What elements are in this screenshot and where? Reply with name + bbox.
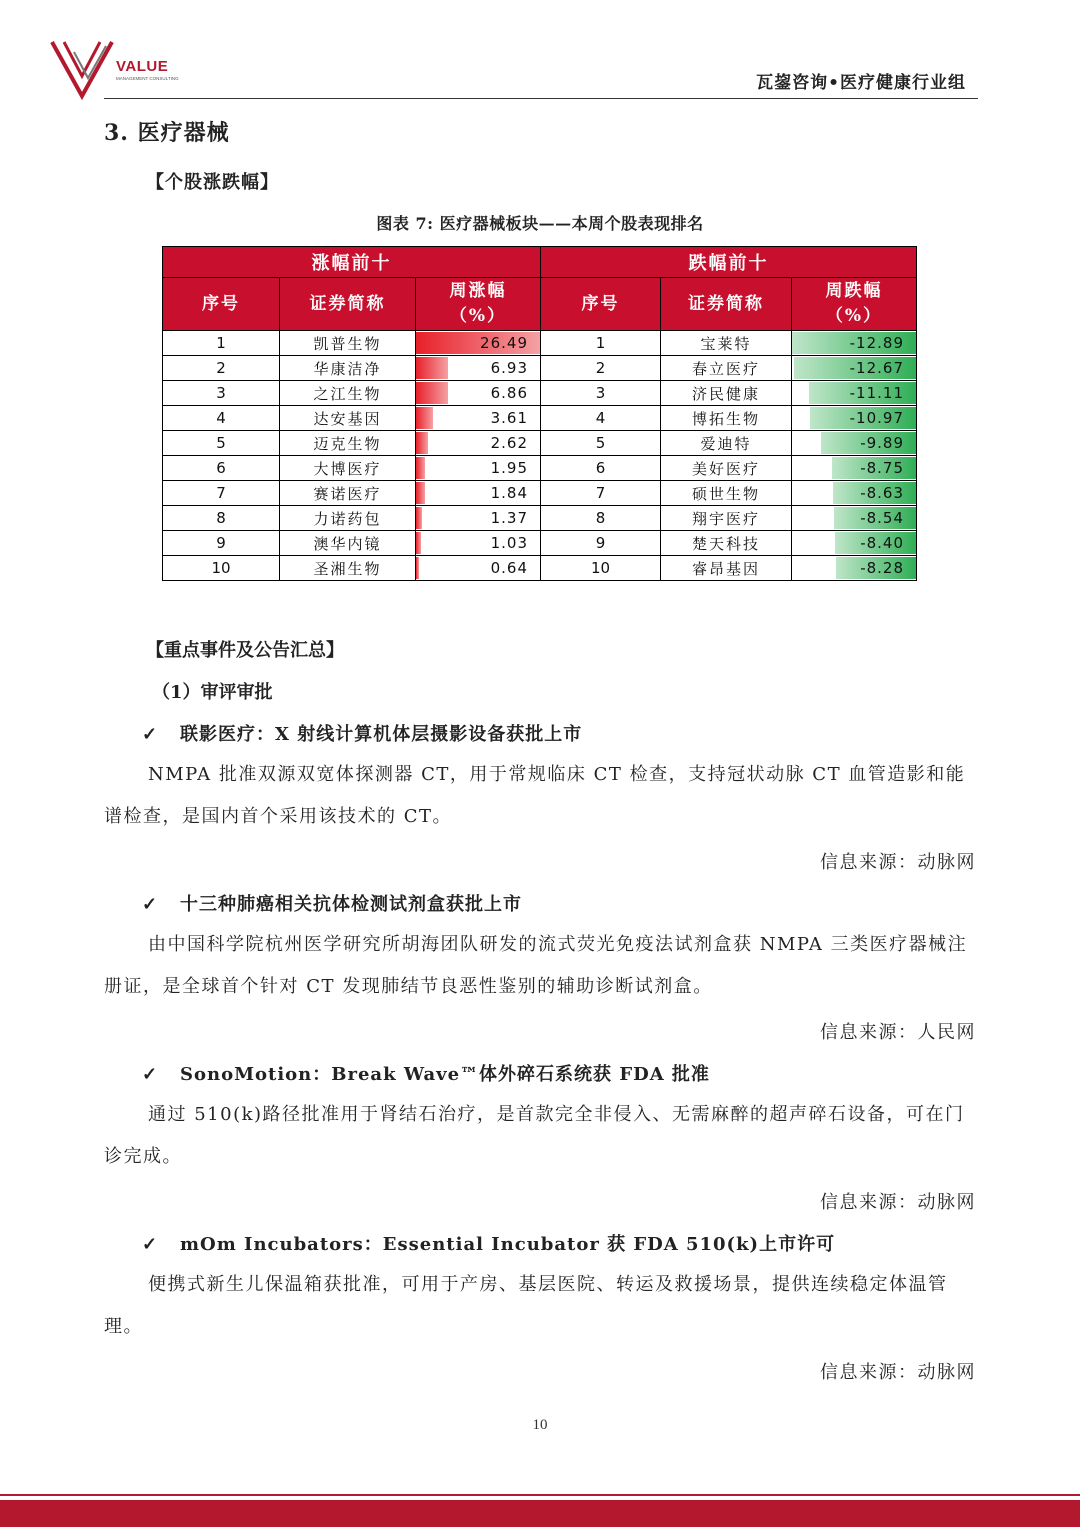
down-rank-cell: 8 [541, 506, 661, 531]
company-logo [50, 38, 190, 100]
table-row [163, 381, 917, 406]
event-body: 便携式新生儿保温箱获批准，可用于产房、基层医院、转运及救援场景，提供连续稳定体温管理。 [104, 1274, 948, 1337]
down-value-cell [792, 506, 917, 531]
down-name-cell: 宝莱特 [661, 331, 792, 356]
loss-value: -8.75 [860, 459, 904, 477]
loss-value: -11.11 [849, 384, 904, 402]
events-heading: 【重点事件及公告汇总】 [146, 640, 344, 661]
down-value-cell [792, 431, 917, 456]
up-rank-cell: 4 [163, 406, 280, 431]
gain-value: 6.86 [490, 384, 528, 402]
down-rank-cell: 10 [541, 556, 661, 581]
down-name-cell: 春立医疗 [661, 356, 792, 381]
logo-text: VALUE [116, 58, 169, 75]
down-name-cell: 硕世生物 [661, 481, 792, 506]
section-title: 3. 医疗器械 [104, 120, 230, 146]
event-body: NMPA 批准双源双宽体探测器 CT，用于常规临床 CT 检查，支持冠状动脉 CT 血管造影和能谱检查，是国内首个采用该技术的 CT。 [104, 764, 966, 827]
table-row [163, 481, 917, 506]
up-rank-cell: 9 [163, 531, 280, 556]
down-value-cell [792, 481, 917, 506]
col-header-rank: 序号 [163, 278, 280, 331]
header-org-name: 瓦鋆咨询•医疗健康行业组 [756, 73, 966, 93]
col-header-weekly-loss-label: 周跌幅 [825, 281, 883, 301]
col-header-weekly-gain [416, 278, 541, 331]
page-number: 10 [532, 1417, 548, 1433]
col-header-name: 证券简称 [280, 278, 416, 331]
col-header-weekly-loss [792, 278, 917, 331]
event-title-text: 联影医疗：X 射线计算机体层摄影设备获批上市 [180, 724, 583, 745]
group-header-top-gainers: 涨幅前十 [163, 247, 541, 278]
gain-value: 3.61 [490, 409, 528, 427]
down-value-cell [792, 456, 917, 481]
up-value-cell [416, 481, 541, 506]
table-row [163, 406, 917, 431]
up-rank-cell: 7 [163, 481, 280, 506]
up-name-cell: 之江生物 [280, 381, 416, 406]
gain-value: 1.95 [490, 459, 528, 477]
up-name-cell: 华康洁净 [280, 356, 416, 381]
event-title-text: mOm Incubators：Essential Incubator 获 FDA 510(k)上市许可 [180, 1234, 836, 1255]
event-title [142, 1060, 710, 1086]
down-name-cell: 翔宇医疗 [661, 506, 792, 531]
event-source: 信息来源：动脉网 [820, 1362, 976, 1383]
table-column-header [163, 278, 917, 331]
ranking-table [162, 246, 917, 581]
loss-value: -12.67 [849, 359, 904, 377]
event-title-text: 十三种肺癌相关抗体检测试剂盒获批上市 [180, 894, 522, 915]
event-title [142, 720, 582, 746]
table-row [163, 531, 917, 556]
table-row [163, 356, 917, 381]
col-header-unit: （%） [449, 306, 507, 326]
table-row [163, 506, 917, 531]
table-row [163, 431, 917, 456]
figure-title: 图表 7: 医疗器械板块——本周个股表现排名 [376, 214, 704, 233]
footer-line [0, 1494, 1080, 1496]
down-rank-cell: 7 [541, 481, 661, 506]
up-value-cell [416, 381, 541, 406]
col-header-unit: （%） [825, 306, 883, 326]
gain-value: 1.37 [490, 509, 528, 527]
event-source: 信息来源：动脉网 [820, 852, 976, 873]
up-rank-cell: 5 [163, 431, 280, 456]
table-row [163, 456, 917, 481]
down-name-cell: 爱迪特 [661, 431, 792, 456]
down-name-cell: 济民健康 [661, 381, 792, 406]
up-name-cell: 力诺药包 [280, 506, 416, 531]
gain-value: 1.03 [490, 534, 528, 552]
loss-value: -8.54 [860, 509, 904, 527]
up-rank-cell: 8 [163, 506, 280, 531]
down-value-cell [792, 531, 917, 556]
up-rank-cell: 2 [163, 356, 280, 381]
up-name-cell: 达安基因 [280, 406, 416, 431]
event-source: 信息来源：人民网 [820, 1022, 976, 1043]
down-rank-cell: 5 [541, 431, 661, 456]
up-rank-cell: 1 [163, 331, 280, 356]
event-body: 由中国科学院杭州医学研究所胡海团队研发的流式荧光免疫法试剂盒获 NMPA 三类医疗器械注册证，是全球首个针对 CT 发现肺结节良恶性鉴别的辅助诊断试剂盒。 [104, 934, 968, 997]
table-group-header [163, 247, 917, 278]
down-rank-cell: 1 [541, 331, 661, 356]
stock-change-heading: 【个股涨跌幅】 [146, 172, 279, 193]
header-divider [104, 98, 978, 99]
up-value-cell [416, 531, 541, 556]
gain-value: 1.84 [490, 484, 528, 502]
footer-bar [0, 1500, 1080, 1527]
gain-value: 26.49 [480, 334, 528, 352]
event-body: 通过 510(k)路径批准用于肾结石治疗，是首款完全非侵入、无需麻醉的超声碎石设备，可在门诊完成。 [104, 1104, 965, 1167]
up-value-cell [416, 456, 541, 481]
col-header-name: 证券简称 [661, 278, 792, 331]
checkmark-icon: ✓ [142, 1234, 159, 1255]
value-logo-mark-icon [50, 38, 120, 100]
event-title [142, 890, 522, 916]
up-rank-cell: 3 [163, 381, 280, 406]
event-title-text: SonoMotion：Break Wave™体外碎石系统获 FDA 批准 [180, 1064, 710, 1085]
down-rank-cell: 6 [541, 456, 661, 481]
down-name-cell: 睿昂基因 [661, 556, 792, 581]
loss-value: -8.28 [860, 559, 904, 577]
table-row [163, 331, 917, 356]
gain-value: 2.62 [490, 434, 528, 452]
down-rank-cell: 3 [541, 381, 661, 406]
down-name-cell: 博拓生物 [661, 406, 792, 431]
col-header-weekly-gain-label: 周涨幅 [449, 281, 507, 301]
up-value-cell [416, 431, 541, 456]
down-value-cell [792, 356, 917, 381]
checkmark-icon: ✓ [142, 1064, 159, 1085]
up-value-cell [416, 406, 541, 431]
gain-value: 6.93 [490, 359, 528, 377]
down-rank-cell: 2 [541, 356, 661, 381]
up-value-cell [416, 556, 541, 581]
events-subheading: （1）审评审批 [152, 682, 273, 703]
up-name-cell: 澳华内镜 [280, 531, 416, 556]
up-name-cell: 凯普生物 [280, 331, 416, 356]
checkmark-icon: ✓ [142, 894, 159, 915]
checkmark-icon: ✓ [142, 724, 159, 745]
down-rank-cell: 4 [541, 406, 661, 431]
loss-value: -8.40 [860, 534, 904, 552]
up-value-cell [416, 331, 541, 356]
gain-value: 0.64 [490, 559, 528, 577]
up-rank-cell: 10 [163, 556, 280, 581]
up-name-cell: 圣湘生物 [280, 556, 416, 581]
down-name-cell: 楚天科技 [661, 531, 792, 556]
down-name-cell: 美好医疗 [661, 456, 792, 481]
event-title [142, 1230, 835, 1256]
down-value-cell [792, 406, 917, 431]
up-name-cell: 大博医疗 [280, 456, 416, 481]
loss-value: -12.89 [849, 334, 904, 352]
table-row [163, 556, 917, 581]
down-value-cell [792, 381, 917, 406]
down-value-cell [792, 331, 917, 356]
up-value-cell [416, 506, 541, 531]
up-rank-cell: 6 [163, 456, 280, 481]
loss-value: -8.63 [860, 484, 904, 502]
loss-value: -10.97 [849, 409, 904, 427]
col-header-rank: 序号 [541, 278, 661, 331]
logo-subtitle: MANAGEMENT CONSULTING [116, 76, 179, 81]
down-value-cell [792, 556, 917, 581]
up-name-cell: 赛诺医疗 [280, 481, 416, 506]
down-rank-cell: 9 [541, 531, 661, 556]
group-header-top-losers: 跌幅前十 [541, 247, 917, 278]
event-source: 信息来源：动脉网 [820, 1192, 976, 1213]
up-value-cell [416, 356, 541, 381]
loss-value: -9.89 [860, 434, 904, 452]
up-name-cell: 迈克生物 [280, 431, 416, 456]
